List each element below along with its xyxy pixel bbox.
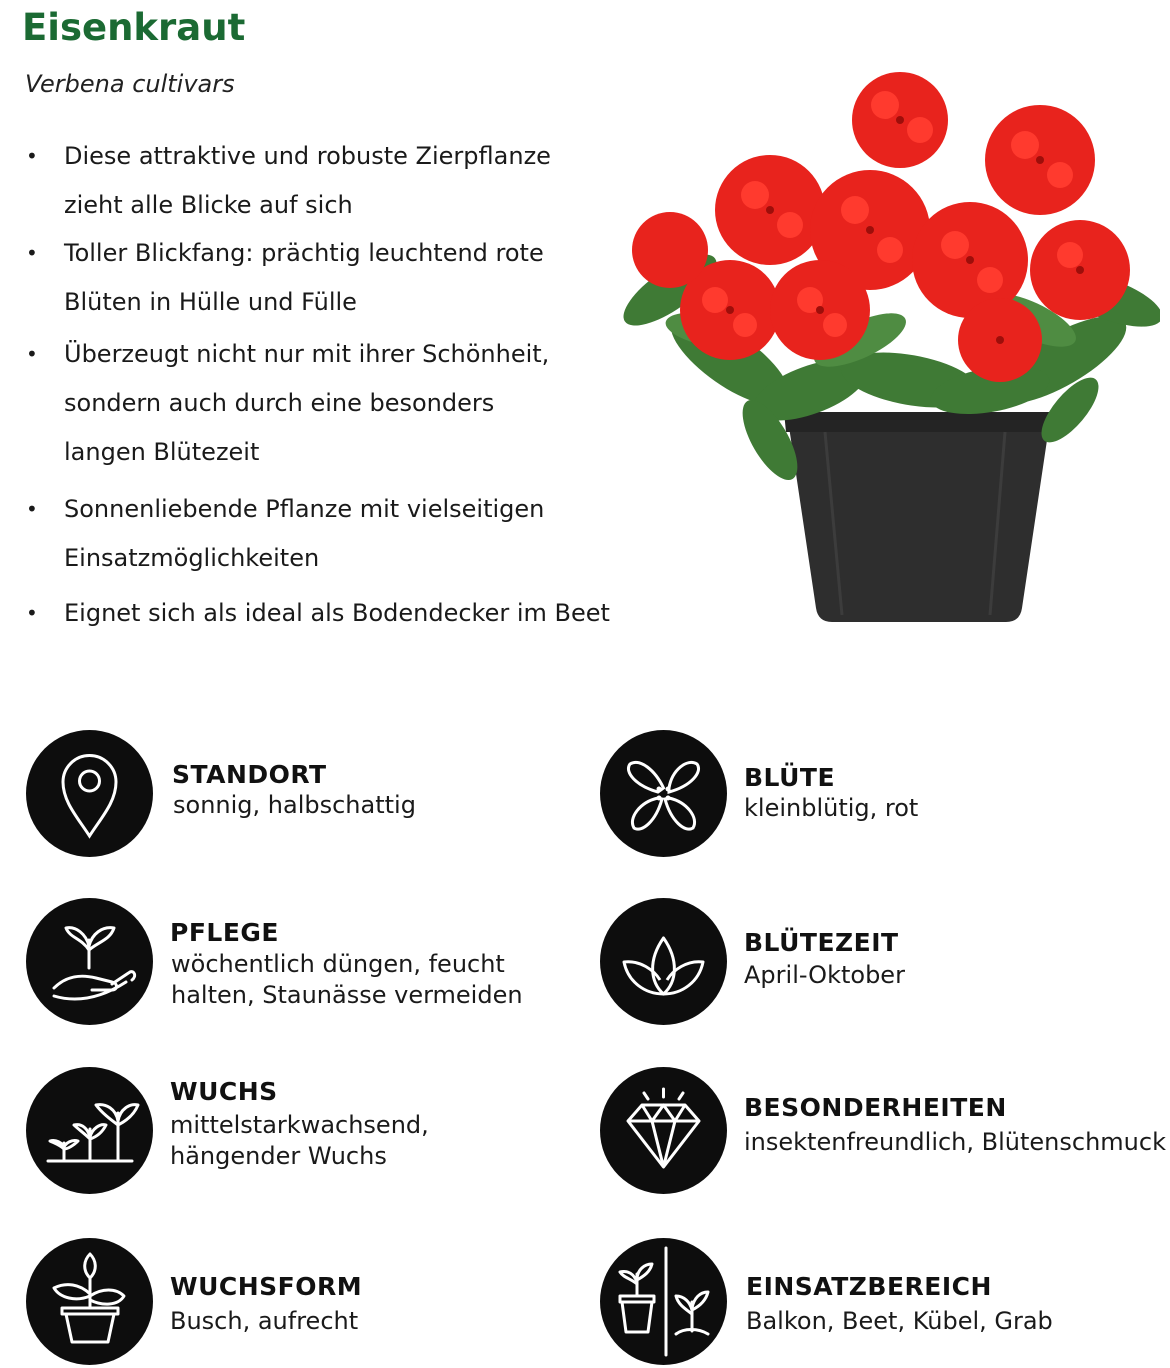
bullet-symbol: • xyxy=(26,144,38,168)
feature-bluetezeit xyxy=(600,898,1170,1028)
feature-desc-line: April-Oktober xyxy=(744,961,905,989)
bullet-line: Diese attraktive und robuste Zierpflanze xyxy=(64,142,551,170)
feature-desc-line: hängender Wuchs xyxy=(170,1142,387,1170)
feature-title: PFLEGE xyxy=(170,918,280,947)
bullet-symbol: • xyxy=(26,342,38,366)
diamond-icon xyxy=(600,1067,727,1194)
feature-desc-line: halten, Staunässe vermeiden xyxy=(171,981,523,1009)
wuchsform-icon-badge xyxy=(26,1238,153,1365)
bullet-symbol: • xyxy=(26,601,38,625)
bullet-line: zieht alle Blicke auf sich xyxy=(64,191,353,219)
bullet-item xyxy=(26,330,550,477)
feature-desc xyxy=(744,1127,1166,1158)
bullet-item xyxy=(26,229,544,327)
feature-desc-line: sonnig, halbschattig xyxy=(173,791,416,819)
feature-title: STANDORT xyxy=(172,760,327,789)
feature-title: WUCHSFORM xyxy=(170,1272,363,1301)
bullet-line: Sonnenliebende Pflanze mit vielseitigen xyxy=(64,495,545,523)
feature-title: WUCHS xyxy=(170,1077,278,1106)
feature-desc xyxy=(744,793,918,824)
feature-title: EINSATZBEREICH xyxy=(746,1272,992,1301)
bluetezeit-icon-badge xyxy=(600,898,727,1025)
feature-title: BLÜTE xyxy=(744,763,836,792)
location-pin-icon xyxy=(26,730,153,857)
verbena-illustration xyxy=(610,60,1160,640)
feature-desc-line: mittelstarkwachsend, xyxy=(170,1111,429,1139)
lotus-icon xyxy=(600,898,727,1025)
feature-standort xyxy=(26,730,596,860)
standort-icon-badge xyxy=(26,730,153,857)
potted-plant-icon xyxy=(26,1238,153,1365)
hand-plant-icon xyxy=(26,898,153,1025)
wuchs-icon-badge xyxy=(26,1067,153,1194)
flower-icon xyxy=(600,730,727,857)
bullet-item xyxy=(26,589,610,638)
bullet-symbol: • xyxy=(26,497,38,521)
bullet-line: Einsatzmöglichkeiten xyxy=(64,544,320,572)
bullet-line: langen Blütezeit xyxy=(64,438,260,466)
feature-title: BESONDERHEITEN xyxy=(744,1093,1007,1122)
seedlings-icon xyxy=(26,1067,153,1194)
einsatzbereich-icon-badge xyxy=(600,1238,727,1365)
bullet-symbol: • xyxy=(26,241,38,265)
bullet-line: Überzeugt nicht nur mit ihrer Schönheit, xyxy=(64,340,550,368)
feature-desc-line: Balkon, Beet, Kübel, Grab xyxy=(746,1307,1053,1335)
pflege-icon-badge xyxy=(26,898,153,1025)
feature-pflege xyxy=(26,898,596,1028)
botanical-name: Verbena cultivars xyxy=(25,70,235,98)
feature-desc-line: wöchentlich düngen, feucht xyxy=(171,950,505,978)
feature-bluete xyxy=(600,730,1170,860)
feature-desc-line: Busch, aufrecht xyxy=(170,1307,359,1335)
feature-wuchsform xyxy=(26,1238,596,1368)
bluete-icon-badge xyxy=(600,730,727,857)
bullet-line: Eignet sich als ideal als Bodendecker im Beet xyxy=(64,599,610,627)
feature-desc xyxy=(744,960,905,991)
feature-einsatzbereich xyxy=(600,1238,1170,1368)
feature-desc-line: kleinblütig, rot xyxy=(744,794,919,822)
feature-wuchs xyxy=(26,1067,596,1197)
feature-desc xyxy=(171,949,523,1011)
feature-title: BLÜTEZEIT xyxy=(744,928,899,957)
feature-desc xyxy=(746,1306,1053,1337)
feature-desc xyxy=(170,1110,429,1172)
product-title: Eisenkraut xyxy=(22,6,246,49)
feature-desc xyxy=(170,1306,358,1337)
feature-desc-line: insektenfreundlich, Blütenschmuck xyxy=(744,1128,1166,1156)
pot-and-ground-plant-icon xyxy=(600,1238,727,1365)
feature-besonderheiten xyxy=(600,1067,1170,1197)
bullet-line: Blüten in Hülle und Fülle xyxy=(64,288,357,316)
bullet-line: sondern auch durch eine besonders xyxy=(64,389,495,417)
besonderheiten-icon-badge xyxy=(600,1067,727,1194)
bullet-item xyxy=(26,485,545,583)
bullet-item xyxy=(26,132,551,230)
potted-plant-image xyxy=(610,60,1160,640)
bullet-line: Toller Blickfang: prächtig leuchtend rote xyxy=(64,239,544,267)
feature-desc xyxy=(173,790,416,821)
